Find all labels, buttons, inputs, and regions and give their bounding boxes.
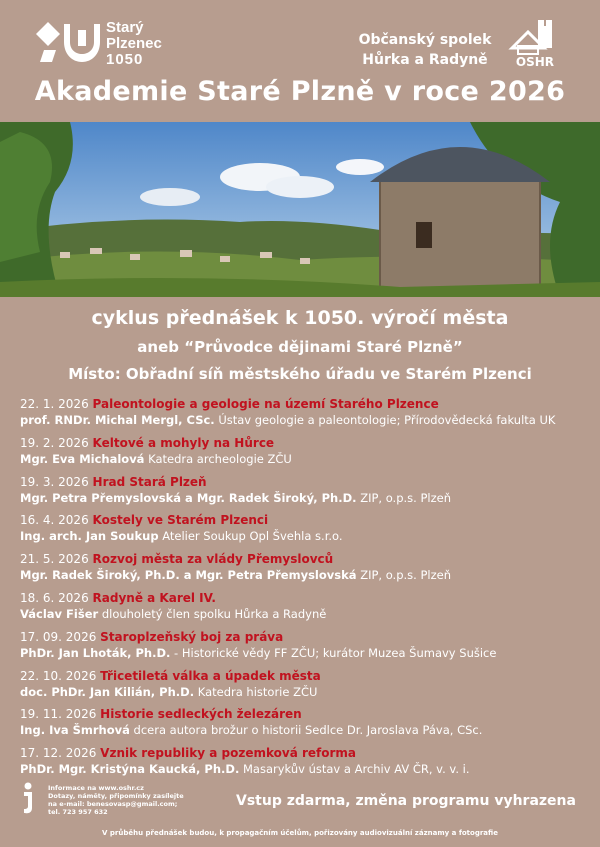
lecture-item [20, 590, 590, 629]
lecturer-name: doc. PhDr. Jan Kilián, Ph.D. [20, 684, 195, 699]
lecture-title: Radyně a Karel IV. [92, 590, 216, 605]
lecturer-name: Mgr. Petra Přemyslovská a Mgr. Radek Široký, Ph.D. [20, 490, 357, 505]
lecturer-affiliation: dlouholetý člen spolku Hůrka a Radyně [101, 606, 327, 621]
lecture-date: 22. 10. 2026 [20, 668, 97, 683]
lecturer-name: Mgr. Radek Široký, Ph.D. a Mgr. Petra Přemyslovská [20, 568, 357, 583]
lecturer-name: Ing. Iva Šmrhová [20, 723, 130, 738]
lecture-date: 21. 5. 2026 [20, 552, 89, 567]
org-line-1: Občanský spolek [358, 32, 492, 48]
lecture-item [20, 474, 590, 513]
lecture-item [20, 512, 590, 551]
lecture-date: 22. 1. 2026 [20, 397, 89, 411]
intro-line-1: cyklus přednášek k 1050. výročí města [91, 307, 509, 329]
lecturer-affiliation: dcera autora brožur o historii Sedlce Dr. Jaroslava Páva, CSc. [133, 723, 483, 738]
lecturer-affiliation: ZIP, o.p.s. Plzeň [360, 568, 451, 583]
rotunda-landscape-image [0, 122, 600, 297]
logo-line-2: Plzenec [106, 35, 162, 52]
lecturer-name: PhDr. Mgr. Kristýna Kaucká, Ph.D. [20, 762, 240, 777]
lecture-title: Kostely ve Starém Plzenci [92, 513, 269, 528]
lecturer-affiliation: - Historické vědy FF ZČU; kurátor Muzea Šumavy Sušice [174, 645, 497, 660]
lecture-title: Rozvoj města za vlády Přemyslovců [92, 552, 334, 567]
info-email: na e-mail: benesovasp@gmail.com; [48, 800, 178, 808]
lecture-title: Hrad Stará Plzeň [92, 474, 207, 489]
lecture-item [20, 396, 590, 435]
landscape-photo [0, 122, 600, 297]
lecture-item [20, 551, 590, 590]
lecturer-name: Ing. arch. Jan Soukup [20, 529, 159, 544]
lecturer-affiliation: Katedra archeologie ZČU [148, 451, 292, 466]
intro-line-2: aneb “Průvodce dějinami Staré Plzně” [137, 338, 463, 356]
lecturer-name: Václav Fišer [20, 606, 99, 621]
lecture-title: Historie sedleckých železáren [100, 707, 302, 722]
lecturer-affiliation: Masarykův ústav a Archiv AV ČR, v. v. i. [242, 762, 470, 777]
town-logo-icon [34, 20, 100, 66]
lecture-date: 16. 4. 2026 [20, 513, 89, 528]
free-entry-note: Vstup zdarma, změna programu vyhrazena [236, 793, 576, 809]
lecture-item [20, 668, 590, 707]
lecture-title: Třicetiletá válka a úpadek města [100, 668, 321, 683]
lecture-title: Paleontologie a geologie na území Starého Plzence [92, 397, 439, 411]
info-icon [20, 782, 36, 814]
lecture-item [20, 745, 590, 784]
info-website: Informace na www.oshr.cz [48, 784, 144, 792]
oshr-logo-icon [508, 18, 562, 68]
lecturer-affiliation: Atelier Soukup Opl Švehla s.r.o. [162, 529, 343, 544]
lecture-date: 17. 09. 2026 [20, 629, 97, 644]
footer-note: V průběhu přednášek budou, k propagačním účelům, pořizovány audiovizuální záznamy a fotografie [102, 829, 498, 837]
organization-name [355, 30, 495, 70]
logo-line-3: 1050 [106, 51, 144, 68]
venue: Místo: Obřadní síň městského úřadu ve Starém Plzenci [68, 365, 532, 383]
lecturer-affiliation: ZIP, o.p.s. Plzeň [360, 490, 451, 505]
lecture-title: Vznik republiky a pozemková reforma [100, 746, 357, 761]
lecture-title: Keltové a mohyly na Hůrce [92, 435, 275, 450]
lecturer-affiliation: Katedra historie ZČU [197, 684, 318, 699]
contact-info [48, 784, 184, 816]
lecture-item [20, 706, 590, 745]
lecturer-name: Mgr. Eva Michalová [20, 451, 145, 466]
logo-line-1: Starý [106, 19, 144, 36]
lecture-date: 18. 6. 2026 [20, 590, 89, 605]
lecturer-affiliation: Ústav geologie a paleontologie; Přírodovědecká fakulta UK [218, 413, 556, 427]
town-logo [34, 20, 162, 68]
info-phone: tel. 723 957 632 [48, 808, 108, 816]
lecture-item [20, 435, 590, 474]
info-questions: Dotazy, náměty, připomínky zasílejte [48, 792, 184, 800]
lecture-title: Staroplzeňský boj za práva [100, 629, 284, 644]
lecture-date: 19. 2. 2026 [20, 435, 89, 450]
lecture-date: 19. 11. 2026 [20, 707, 97, 722]
lecture-list [20, 396, 590, 784]
oshr-logo-text: OSHR [515, 55, 555, 68]
header [0, 0, 600, 122]
org-line-2: Hůrka a Radyně [362, 52, 488, 68]
lecture-date: 17. 12. 2026 [20, 746, 97, 761]
page-title: Akademie Staré Plzně v roce 2026 [34, 76, 566, 107]
lecture-date: 19. 3. 2026 [20, 474, 89, 489]
lecture-item [20, 629, 590, 668]
lecturer-name: prof. RNDr. Michal Mergl, CSc. [20, 413, 215, 427]
lecturer-name: PhDr. Jan Lhoták, Ph.D. [20, 645, 171, 660]
